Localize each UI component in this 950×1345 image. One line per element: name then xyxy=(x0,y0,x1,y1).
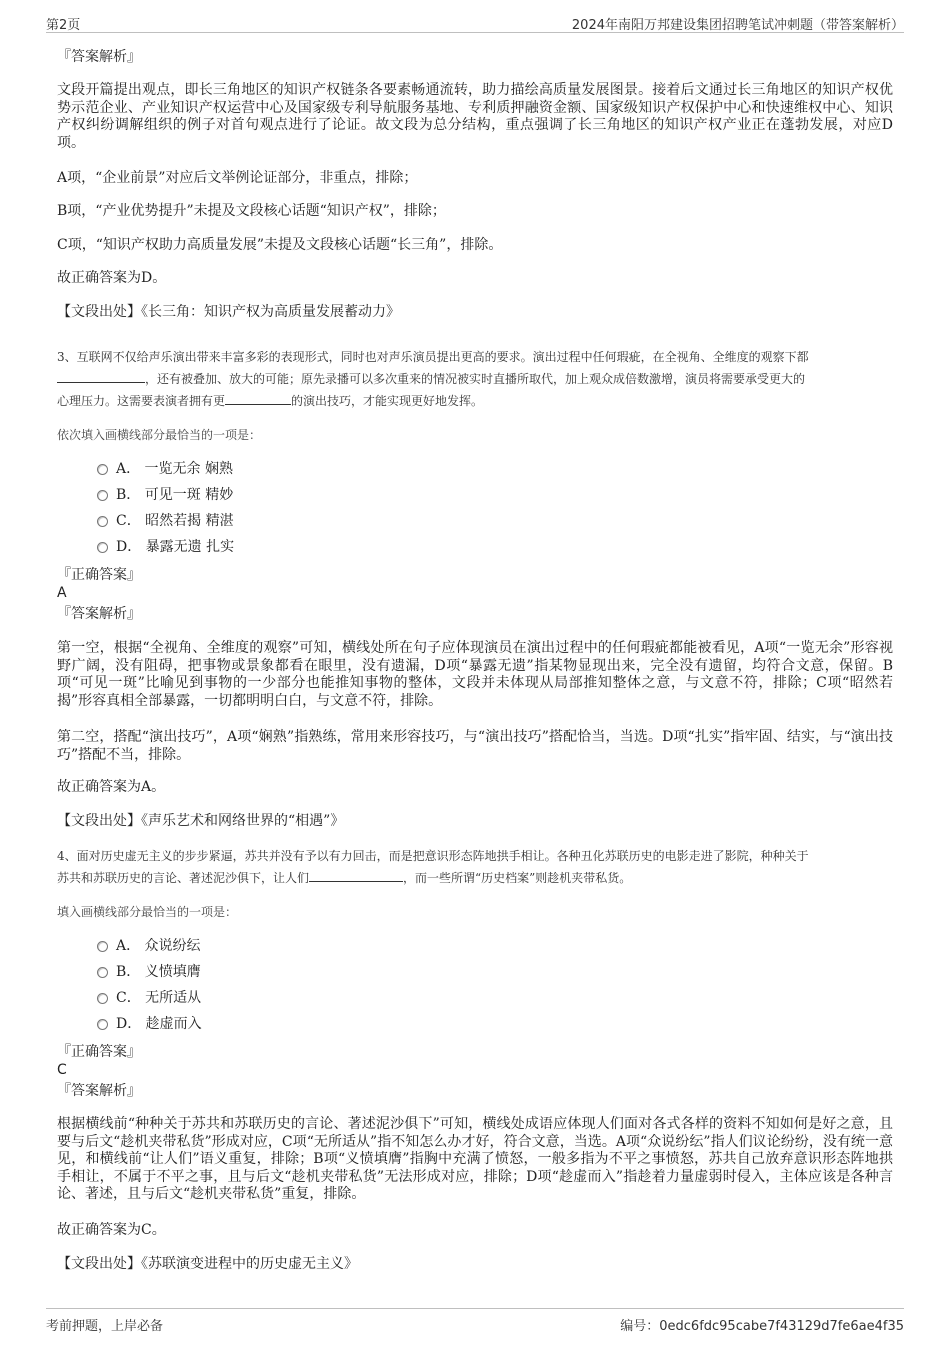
q4-source: 【文段出处】《苏联演变进程中的历史虚无主义》 xyxy=(57,1256,358,1272)
radio-icon[interactable] xyxy=(97,993,108,1004)
q4-correct-label: 『正确答案』 xyxy=(57,1044,141,1060)
document-title: 2024年南阳万邦建设集团招聘笔试冲刺题（带答案解析） xyxy=(571,18,904,33)
q2-option-c-note: C项，“知识产权助力高质量发展”未提及文段核心话题“长三角”，排除。 xyxy=(57,237,503,253)
q4-option-a[interactable]: A． 众说纷纭 xyxy=(97,936,201,956)
q4-stem-line1: 4、面对历史虚无主义的步步紧逼，苏共并没有予以有力回击，而是把意识形态阵地拱手相让。各种丑化苏联历史的电影走进了影院，种种关于 xyxy=(57,849,809,863)
q2-source: 【文段出处】《长三角：知识产权为高质量发展蓄动力》 xyxy=(57,304,400,320)
q3-analysis-label: 『答案解析』 xyxy=(57,606,141,622)
page-footer xyxy=(46,1308,904,1334)
q3-correct-answer: A xyxy=(57,585,67,601)
q2-analysis-label: 『答案解析』 xyxy=(57,49,141,65)
radio-icon[interactable] xyxy=(97,464,108,475)
q3-option-d[interactable]: D． 暴露无遗 扎实 xyxy=(97,537,234,557)
q4-option-b[interactable]: B． 义愤填膺 xyxy=(97,962,201,982)
q4-stem xyxy=(57,845,893,889)
q3-option-c[interactable]: C． 昭然若揭 精湛 xyxy=(97,511,234,531)
q4-stem-line2: 苏共和苏联历史的言论、著述泥沙俱下，让人们 ，而一些所谓“历史档案”则趁机夹带私货。 xyxy=(57,871,632,885)
radio-icon[interactable] xyxy=(97,1019,108,1030)
q4-analysis: 根据横线前“种种关于苏共和苏联历史的言论、著述泥沙俱下”可知，横线处成语应体现人们面对各式各样的资料不知如何是好之意，且要与后文“趁机夹带私货”形成对应，C项“无所适从”指不知怎么办才好，符合文意，当选。A项“众说纷纭”指人们议论纷纷，没有统一意见，和横线前“让人们”语义重复，排除；B项“义愤填膺”指胸中充满了愤怒，一般多指为不平之事愤怒，苏共自己放弃意识形态阵地拱手相让，不属于不平之事，且与后文“趁机夹带私货”无法形成对应，排除；D项“趁虚而入”指趁着力量虚弱时侵入，主体应该是各种言论、著述，且与后文“趁机夹带私货”重复，排除。 xyxy=(57,1116,893,1202)
q3-correct-label: 『正确答案』 xyxy=(57,567,141,583)
radio-icon[interactable] xyxy=(97,490,108,501)
footer-slogan: 考前押题，上岸必备 xyxy=(46,1319,164,1334)
q3-analysis-1: 第一空，根据“全视角、全维度的观察”可知，横线处所在句子应体现演员在演出过程中的任何瑕疵都能被看见，A项“一览无余”形容视野广阔，没有阻碍，把事物或景象都看在眼里，没有遗漏，D项“暴露无遗”指某物显现出来，完全没有遗留，均符合文意，保留。B项“可见一斑”比喻见到事物的一少部分也能推知事物的整体，文段并未体现从局部推知整体之意，与文意不符，排除；C项“昭然若揭”形容真相全部暴露，一切都明明白白，与文意不符，排除。 xyxy=(57,640,893,709)
radio-icon[interactable] xyxy=(97,516,108,527)
radio-icon[interactable] xyxy=(97,941,108,952)
q3-blank-1 xyxy=(57,370,145,383)
q3-answer: 故正确答案为A。 xyxy=(57,779,166,795)
document-code: 编号：0edc6fdc95cabe7f43129d7fe6ae4f35 xyxy=(620,1319,904,1334)
q4-prompt: 填入画横线部分最恰当的一项是： xyxy=(57,905,238,919)
q3-option-a[interactable]: A． 一览无余 娴熟 xyxy=(97,459,233,479)
q4-blank xyxy=(309,869,403,882)
page-header xyxy=(46,12,904,33)
q2-option-b-note: B项，“产业优势提升”未提及文段核心话题“知识产权”，排除； xyxy=(57,203,446,219)
radio-icon[interactable] xyxy=(97,542,108,553)
q3-stem-line3: 心理压力。这需要表演者拥有更 的演出技巧，才能实现更好地发挥。 xyxy=(57,394,484,408)
q2-option-a-note: A项，“企业前景”对应后文举例论证部分，非重点，排除； xyxy=(57,170,418,186)
q4-correct-answer: C xyxy=(57,1062,67,1078)
q4-analysis-label: 『答案解析』 xyxy=(57,1083,141,1099)
q2-analysis: 文段开篇提出观点，即长三角地区的知识产权链条各要素畅通流转，助力描绘高质量发展图景。接着后文通过长三角地区的知识产权优势示范企业、产业知识产权运营中心及国家级专利导航服务基地、专利质押融资金额、国家级知识产权保护中心和快速维权中心、知识产权纠纷调解组织的例子对首句观点进行了论证。故文段为总分结构，重点强调了长三角地区的知识产权产业正在蓬勃发展，对应D项。 xyxy=(57,82,893,151)
q3-source: 【文段出处】《声乐艺术和网络世界的“相遇”》 xyxy=(57,813,345,829)
q4-option-c[interactable]: C． 无所适从 xyxy=(97,988,201,1008)
q3-stem-line2: ，还有被叠加、放大的可能；原先录播可以多次重来的情况被实时直播所取代，加上观众成倍数激增，演员将需要承受更大的 xyxy=(57,368,893,390)
q2-answer: 故正确答案为D。 xyxy=(57,270,167,286)
q3-option-b[interactable]: B． 可见一斑 精妙 xyxy=(97,485,233,505)
q3-prompt: 依次填入画横线部分最恰当的一项是： xyxy=(57,428,262,442)
q4-answer: 故正确答案为C。 xyxy=(57,1222,166,1238)
q3-stem-line1: 3、互联网不仅给声乐演出带来丰富多彩的表现形式，同时也对声乐演员提出更高的要求。演出过程中任何瑕疵，在全视角、全维度的观察下都 xyxy=(57,350,809,364)
q4-option-d[interactable]: D． 趁虚而入 xyxy=(97,1014,202,1034)
page-number: 第2页 xyxy=(46,18,81,33)
q3-stem xyxy=(57,346,893,412)
q3-blank-2 xyxy=(225,392,291,405)
radio-icon[interactable] xyxy=(97,967,108,978)
q3-analysis-2: 第二空，搭配“演出技巧”，A项“娴熟”指熟练，常用来形容技巧，与“演出技巧”搭配恰当，当选。D项“扎实”指牢固、结实，与“演出技巧”搭配不当，排除。 xyxy=(57,729,893,763)
